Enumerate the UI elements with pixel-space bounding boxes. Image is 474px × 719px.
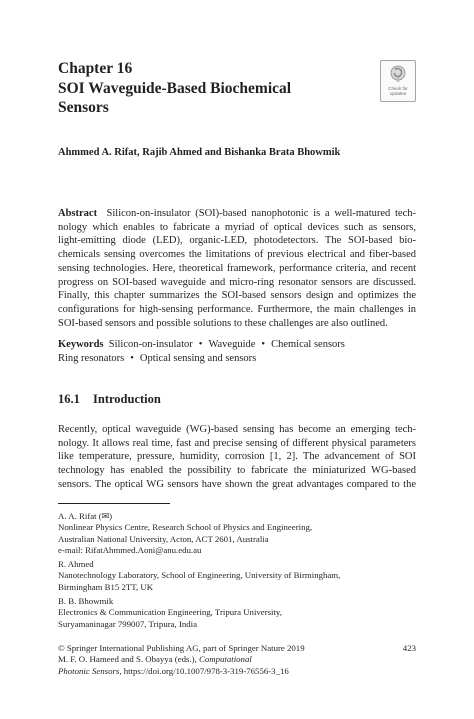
book-title: Photonic Sensors	[58, 665, 120, 676]
affiliation-name: R. Ahmed	[58, 559, 94, 569]
footnote-divider	[58, 503, 170, 504]
keyword: Optical sensing and sensors	[139, 352, 257, 364]
page-number: 423	[402, 643, 416, 653]
affiliation-bhowmik	[58, 596, 418, 630]
copyright-block	[58, 643, 418, 677]
affiliation-ahmed	[58, 559, 418, 593]
abstract-line: light-emitting diode (LED), organic-LED, photodetectors. The SOI-based bio-	[58, 235, 416, 247]
keyword-separator: •	[130, 352, 134, 364]
abstract-line: chemicals sensing overcomes the limitations of previous electrical and fiber-based	[58, 249, 416, 261]
editors-text: M. F. O. Hameed and S. Obayya (eds.),	[58, 654, 199, 665]
affiliation-line: Birmingham B15 2TT, UK	[58, 581, 154, 592]
affiliation-name: A. A. Rifat (✉)	[58, 511, 113, 521]
chapter-title-line: SOI Waveguide-Based Biochemical	[58, 80, 292, 97]
keyword: Waveguide	[208, 339, 256, 350]
abstract-line: nology which enables to fabricate a myriad of optical devices such as sensors,	[58, 221, 416, 233]
intro-line	[58, 450, 416, 464]
abstract	[58, 207, 416, 330]
abstract-line: SOI-based sensors and possible solutions to these challenges are also outlined.	[58, 317, 388, 329]
intro-line: Recently, optical waveguide (WG)-based sensing has become an emerging tech-	[58, 424, 416, 435]
intro-line: sensors. The optical WG sensors have shown the great advantages compared to the	[58, 478, 416, 490]
keyword: Ring resonators	[58, 352, 125, 364]
editors-line	[58, 654, 418, 665]
citation-link-2[interactable]: 2	[286, 451, 292, 463]
check-for-updates-badge[interactable]	[380, 60, 416, 102]
badge-line: Check for	[388, 86, 408, 91]
chapter-title-line: Sensors	[58, 99, 109, 116]
abstract-line: configurations for high-sensing performance. Furthermore, the main challenges in	[58, 303, 416, 315]
affiliation-line: Electronics & Communication Engineering, Tripura University,	[58, 607, 282, 618]
keywords-line	[58, 338, 416, 352]
intro-paragraph	[58, 423, 416, 492]
section-title: Introduction	[93, 392, 161, 406]
chapter-label: Chapter 16	[58, 60, 133, 77]
affiliation-email[interactable]: e-mail: RifatAhmmed.Aoni@anu.edu.au	[58, 545, 202, 556]
section-number: 16.1	[58, 392, 80, 406]
abstract-line: Finally, this chapter summarizes the SOI-based sensors design and optimizes the	[58, 290, 416, 302]
badge-line: updates	[389, 91, 407, 97]
copyright-line: © Springer International Publishing AG, part of Springer Nature 2019	[58, 643, 305, 653]
keyword-separator: •	[261, 339, 266, 350]
keywords	[58, 338, 416, 365]
keywords-line	[58, 352, 416, 366]
keywords-label: Keywords	[58, 339, 104, 350]
chapter-title	[58, 79, 368, 117]
badge-text	[381, 86, 415, 97]
keyword-separator: •	[198, 339, 203, 350]
refresh-icon	[390, 65, 406, 84]
abstract-line	[58, 207, 416, 221]
affiliation-line: Nonlinear Physics Centre, Research School of Physics and Engineering,	[58, 522, 313, 533]
authors: Ahmmed A. Rifat, Rajib Ahmed and Bishanka Brata Bhowmik	[58, 147, 341, 158]
abstract-line: progress on SOI-based waveguide and micro-ring resonator sensors are discussed.	[58, 276, 416, 288]
affiliation-line: Suryamaninagar 799007, Tripura, India	[58, 618, 198, 629]
intro-text: ]. The advancement of SOI	[291, 451, 417, 463]
doi-line	[58, 666, 418, 677]
intro-line: nology. It allows real time, fast and precise sensing of different physical parameters	[58, 437, 416, 449]
intro-line: technology has enabled the possibility to fabricate the miniaturized WG-based	[58, 465, 416, 477]
section-heading	[58, 392, 161, 407]
intro-text: like temperature, pressure, humidity, corrosion [	[58, 451, 274, 463]
affiliation-name: B. B. Bhowmik	[58, 596, 114, 606]
affiliation-rifat	[58, 511, 418, 557]
affiliation-line: Australian National University, Acton, ACT 2601, Australia	[58, 533, 269, 544]
doi-link[interactable]: , https://doi.org/10.1007/978-3-319-76556-3_16	[119, 665, 289, 676]
keyword: Silicon-on-insulator	[108, 339, 193, 350]
citation-link-1[interactable]: 1	[273, 451, 279, 463]
abstract-text: Silicon-on-insulator (SOI)-based nanophotonic is a well-matured tech-	[106, 208, 417, 219]
book-title: Computational	[199, 654, 252, 665]
keyword: Chemical sensors	[271, 339, 345, 350]
abstract-line: sensing technologies. Here, theoretical framework, performance criteria, and recent	[58, 262, 416, 274]
intro-text: ,	[278, 451, 287, 463]
affiliation-line: Nanotechnology Laboratory, School of Engineering, University of Birmingham,	[58, 570, 341, 581]
abstract-label: Abstract	[58, 208, 98, 219]
